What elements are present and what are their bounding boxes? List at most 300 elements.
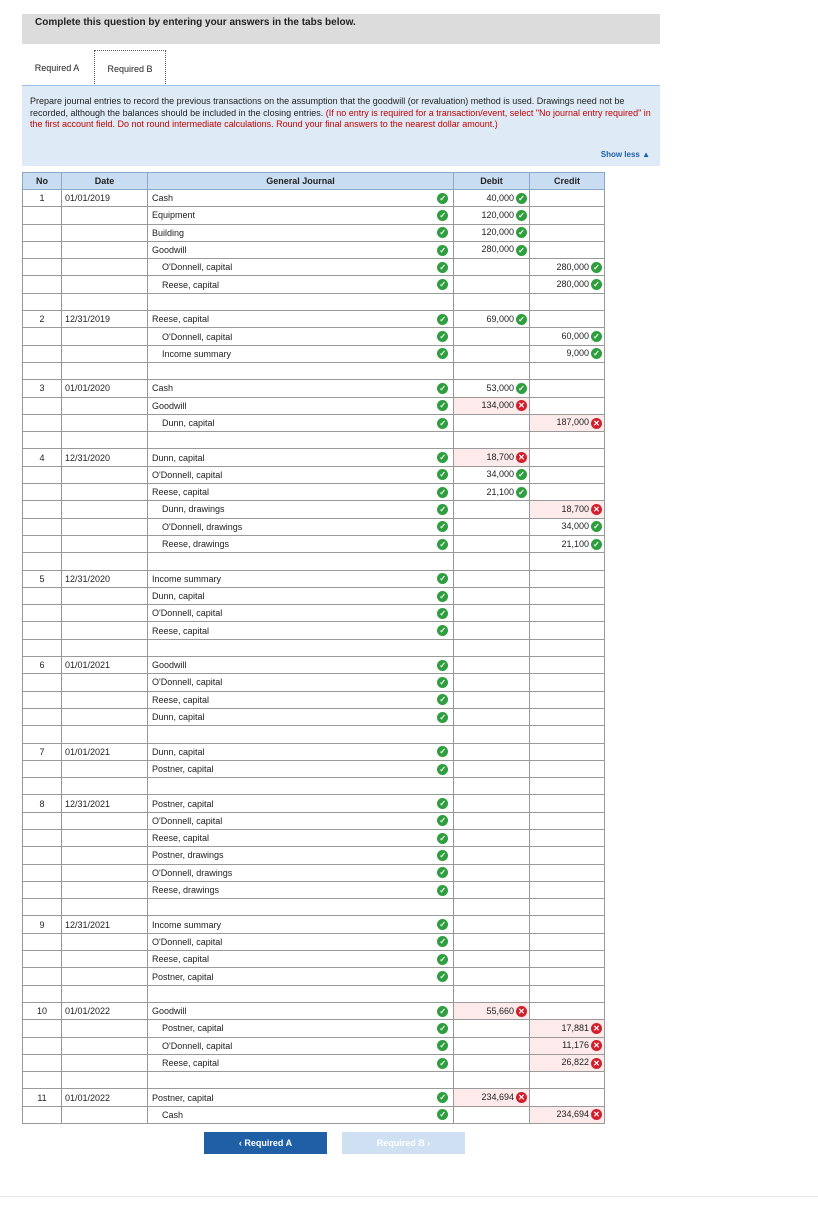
debit-field[interactable] [454, 812, 530, 829]
entry-date: 12/31/2020 [62, 449, 148, 466]
debit-field[interactable] [454, 553, 530, 570]
credit-field[interactable] [530, 362, 605, 379]
entry-number [23, 881, 62, 898]
account-field[interactable] [148, 639, 431, 656]
account-field[interactable]: O'Donnell, capital [148, 328, 431, 345]
entry-date [62, 1106, 148, 1123]
account-field[interactable]: Goodwill [148, 397, 431, 414]
entry-number [23, 708, 62, 725]
entry-number [23, 553, 62, 570]
account-field[interactable] [148, 899, 431, 916]
credit-field[interactable] [530, 605, 605, 622]
debit-field[interactable] [454, 985, 530, 1002]
debit-field[interactable] [454, 708, 530, 725]
entry-number: 2 [23, 311, 62, 328]
check-icon: ✓ [516, 314, 527, 325]
entry-date [62, 933, 148, 950]
account-field[interactable]: Cash [148, 1106, 431, 1123]
account-status [431, 190, 454, 207]
show-less-link[interactable]: Show less ▲ [600, 149, 650, 159]
credit-value: 9,000 [566, 348, 589, 359]
account-field[interactable] [148, 985, 431, 1002]
credit-field[interactable] [530, 553, 605, 570]
credit-field[interactable] [530, 674, 605, 691]
account-field[interactable]: Reese, capital [148, 1054, 431, 1071]
check-icon: ✓ [437, 210, 448, 221]
debit-field[interactable] [454, 328, 530, 345]
account-field[interactable]: O'Donnell, capital [148, 605, 431, 622]
credit-field[interactable] [530, 743, 605, 760]
account-field[interactable]: Reese, capital [148, 276, 431, 293]
credit-value: 26,822 [561, 1057, 589, 1068]
entry-date [62, 432, 148, 449]
account-field[interactable]: Income summary [148, 916, 431, 933]
entry-number [23, 812, 62, 829]
account-field[interactable]: O'Donnell, capital [148, 674, 431, 691]
entry-date [62, 1054, 148, 1071]
account-field[interactable]: Dunn, capital [148, 708, 431, 725]
debit-field[interactable] [454, 518, 530, 535]
account-field[interactable]: Building [148, 224, 431, 241]
entry-date [62, 241, 148, 258]
debit-field[interactable] [454, 743, 530, 760]
debit-field[interactable] [454, 1037, 530, 1054]
account-field[interactable] [148, 553, 431, 570]
debit-field[interactable] [454, 224, 530, 241]
journal-row [23, 362, 605, 379]
credit-field[interactable] [530, 587, 605, 604]
credit-field[interactable] [530, 951, 605, 968]
debit-field[interactable] [454, 657, 530, 674]
check-icon: ✓ [437, 331, 448, 342]
credit-field[interactable] [530, 207, 605, 224]
debit-field[interactable] [454, 587, 530, 604]
tab-required-b[interactable]: Required B [94, 50, 166, 86]
entry-number [23, 345, 62, 362]
account-status [431, 345, 454, 362]
error-icon: ✕ [591, 1040, 602, 1051]
debit-field[interactable] [454, 916, 530, 933]
account-field[interactable]: Reese, capital [148, 484, 431, 501]
entry-date: 01/01/2019 [62, 190, 148, 207]
entry-date [62, 829, 148, 846]
journal-row [23, 968, 605, 985]
credit-field[interactable] [530, 933, 605, 950]
account-field[interactable] [148, 293, 431, 310]
debit-field[interactable] [454, 190, 530, 207]
account-field[interactable]: Reese, capital [148, 951, 431, 968]
debit-field[interactable] [454, 881, 530, 898]
check-icon: ✓ [437, 452, 448, 463]
debit-field[interactable] [454, 622, 530, 639]
credit-field[interactable] [530, 639, 605, 656]
account-field[interactable] [148, 362, 431, 379]
account-field[interactable]: Cash [148, 190, 431, 207]
credit-field[interactable] [530, 622, 605, 639]
check-icon: ✓ [437, 746, 448, 757]
debit-field[interactable] [454, 501, 530, 518]
journal-header-row [23, 173, 605, 190]
check-icon: ✓ [437, 400, 448, 411]
journal-row [23, 985, 605, 1002]
col-header-no: No [23, 173, 62, 190]
account-field[interactable]: O'Donnell, drawings [148, 518, 431, 535]
account-field[interactable]: Reese, capital [148, 829, 431, 846]
debit-field[interactable] [454, 605, 530, 622]
credit-field[interactable] [530, 691, 605, 708]
debit-field[interactable] [454, 259, 530, 276]
credit-field[interactable] [530, 795, 605, 812]
account-field[interactable]: Reese, drawings [148, 535, 431, 552]
debit-field[interactable] [454, 674, 530, 691]
journal-row [23, 345, 605, 362]
account-field[interactable] [148, 1072, 431, 1089]
debit-field[interactable] [454, 570, 530, 587]
debit-field[interactable] [454, 466, 530, 483]
credit-field[interactable] [530, 449, 605, 466]
journal-row [23, 397, 605, 414]
debit-field[interactable] [454, 1106, 530, 1123]
entry-number: 8 [23, 795, 62, 812]
account-field[interactable]: Postner, capital [148, 795, 431, 812]
credit-field[interactable] [530, 311, 605, 328]
credit-field[interactable] [530, 241, 605, 258]
credit-field[interactable] [530, 224, 605, 241]
instructions-text: Prepare journal entries to record the previous transactions on the assumption that the goodwill (or revaluation) method is used. Drawings need not be recorded, although the balances should be included in the closing entries. [30, 96, 625, 118]
credit-field[interactable] [530, 414, 605, 431]
check-icon: ✓ [437, 850, 448, 861]
credit-field[interactable] [530, 535, 605, 552]
debit-field[interactable] [454, 276, 530, 293]
credit-field[interactable] [530, 916, 605, 933]
entry-number [23, 726, 62, 743]
journal-table [22, 172, 605, 1124]
entry-number: 1 [23, 190, 62, 207]
credit-field[interactable] [530, 985, 605, 1002]
credit-field[interactable] [530, 864, 605, 881]
journal-row [23, 778, 605, 795]
credit-field[interactable] [530, 570, 605, 587]
check-icon: ✓ [437, 694, 448, 705]
account-field[interactable]: Dunn, capital [148, 414, 431, 431]
col-header-credit: Credit [530, 173, 605, 190]
debit-field[interactable] [454, 760, 530, 777]
debit-field[interactable] [454, 951, 530, 968]
required-b-nav-button[interactable]: Required B › [342, 1132, 465, 1154]
account-status [431, 622, 454, 639]
journal-row [23, 484, 605, 501]
col-header-debit: Debit [454, 173, 530, 190]
account-field[interactable]: Equipment [148, 207, 431, 224]
account-field[interactable]: Postner, drawings [148, 847, 431, 864]
entry-number: 7 [23, 743, 62, 760]
account-status [431, 1054, 454, 1071]
check-icon: ✓ [437, 936, 448, 947]
credit-field[interactable] [530, 899, 605, 916]
credit-field[interactable] [530, 829, 605, 846]
credit-field[interactable] [530, 812, 605, 829]
entry-number [23, 1072, 62, 1089]
check-icon: ✓ [591, 348, 602, 359]
entry-number: 6 [23, 657, 62, 674]
account-field[interactable]: Cash [148, 380, 431, 397]
debit-field[interactable] [454, 864, 530, 881]
debit-field[interactable] [454, 899, 530, 916]
check-icon: ✓ [437, 521, 448, 532]
journal-row [23, 691, 605, 708]
credit-field[interactable] [530, 380, 605, 397]
debit-value: 280,000 [481, 244, 514, 255]
journal-row [23, 847, 605, 864]
account-field[interactable]: Goodwill [148, 241, 431, 258]
entry-number [23, 587, 62, 604]
debit-field[interactable] [454, 847, 530, 864]
check-icon: ✓ [437, 954, 448, 965]
journal-row [23, 1002, 605, 1019]
entry-date [62, 605, 148, 622]
credit-field[interactable] [530, 1020, 605, 1037]
entry-date: 01/01/2022 [62, 1002, 148, 1019]
question-title: Complete this question by entering your answers in the tabs below. [35, 17, 356, 28]
account-field[interactable]: Postner, capital [148, 968, 431, 985]
credit-field[interactable] [530, 501, 605, 518]
journal-row [23, 916, 605, 933]
debit-field[interactable] [454, 362, 530, 379]
journal-row [23, 743, 605, 760]
error-icon: ✕ [591, 1023, 602, 1034]
account-status [431, 397, 454, 414]
account-field[interactable] [148, 432, 431, 449]
journal-row [23, 657, 605, 674]
journal-row [23, 812, 605, 829]
account-field[interactable]: Dunn, drawings [148, 501, 431, 518]
check-icon: ✓ [437, 314, 448, 325]
entry-date: 01/01/2021 [62, 657, 148, 674]
account-status [431, 1089, 454, 1106]
debit-field[interactable] [454, 726, 530, 743]
debit-field[interactable] [454, 241, 530, 258]
entry-date [62, 639, 148, 656]
credit-field[interactable] [530, 1054, 605, 1071]
debit-value: 234,694 [481, 1092, 514, 1103]
entry-number [23, 1054, 62, 1071]
debit-field[interactable] [454, 207, 530, 224]
credit-field[interactable] [530, 518, 605, 535]
entry-date [62, 1020, 148, 1037]
check-icon: ✓ [437, 469, 448, 480]
check-icon: ✓ [437, 764, 448, 775]
account-field[interactable]: O'Donnell, capital [148, 1037, 431, 1054]
check-icon: ✓ [437, 815, 448, 826]
check-icon: ✓ [437, 712, 448, 723]
journal-row [23, 414, 605, 431]
entry-number [23, 778, 62, 795]
debit-field[interactable] [454, 1054, 530, 1071]
credit-field[interactable] [530, 1089, 605, 1106]
check-icon: ✓ [437, 660, 448, 671]
debit-field[interactable] [454, 1072, 530, 1089]
journal-row [23, 1072, 605, 1089]
check-icon: ✓ [437, 1006, 448, 1017]
credit-field[interactable] [530, 657, 605, 674]
entry-number [23, 518, 62, 535]
account-status [431, 362, 454, 379]
account-field[interactable]: O'Donnell, capital [148, 259, 431, 276]
credit-field[interactable] [530, 1037, 605, 1054]
account-field[interactable]: O'Donnell, capital [148, 812, 431, 829]
debit-field[interactable] [454, 829, 530, 846]
account-status [431, 985, 454, 1002]
credit-field[interactable] [530, 760, 605, 777]
journal-row [23, 1020, 605, 1037]
debit-field[interactable] [454, 345, 530, 362]
credit-field[interactable] [530, 726, 605, 743]
debit-field[interactable] [454, 933, 530, 950]
entry-date [62, 951, 148, 968]
credit-field[interactable] [530, 293, 605, 310]
entry-date [62, 345, 148, 362]
journal-row [23, 674, 605, 691]
debit-field[interactable] [454, 968, 530, 985]
entry-date [62, 968, 148, 985]
account-status [431, 207, 454, 224]
account-field[interactable] [148, 778, 431, 795]
account-field[interactable]: Reese, capital [148, 622, 431, 639]
credit-field[interactable] [530, 190, 605, 207]
account-field[interactable] [148, 726, 431, 743]
account-status [431, 535, 454, 552]
check-icon: ✓ [437, 279, 448, 290]
credit-field[interactable] [530, 432, 605, 449]
credit-field[interactable] [530, 345, 605, 362]
account-status [431, 657, 454, 674]
credit-field[interactable] [530, 397, 605, 414]
debit-field[interactable] [454, 639, 530, 656]
check-icon: ✓ [437, 919, 448, 930]
check-icon: ✓ [516, 245, 527, 256]
account-status [431, 380, 454, 397]
debit-field[interactable] [454, 432, 530, 449]
entry-date [62, 708, 148, 725]
question-header [22, 14, 660, 44]
credit-field[interactable] [530, 484, 605, 501]
entry-number [23, 259, 62, 276]
check-icon: ✓ [437, 1023, 448, 1034]
account-field[interactable]: Reese, capital [148, 691, 431, 708]
credit-field[interactable] [530, 968, 605, 985]
credit-field[interactable] [530, 259, 605, 276]
tab-bar [22, 50, 660, 86]
account-status [431, 553, 454, 570]
credit-field[interactable] [530, 1002, 605, 1019]
account-field[interactable]: Income summary [148, 570, 431, 587]
footer-divider [0, 1196, 818, 1197]
account-field[interactable]: Goodwill [148, 657, 431, 674]
credit-field[interactable] [530, 881, 605, 898]
debit-field[interactable] [454, 1002, 530, 1019]
debit-field[interactable] [454, 397, 530, 414]
credit-field[interactable] [530, 328, 605, 345]
account-field[interactable]: O'Donnell, drawings [148, 864, 431, 881]
credit-field[interactable] [530, 847, 605, 864]
credit-field[interactable] [530, 466, 605, 483]
account-status [431, 570, 454, 587]
check-icon: ✓ [516, 383, 527, 394]
required-a-nav-button[interactable]: ‹ Required A [204, 1132, 327, 1154]
credit-field[interactable] [530, 276, 605, 293]
journal-row [23, 1089, 605, 1106]
debit-field[interactable] [454, 535, 530, 552]
tab-required-a[interactable]: Required A [22, 50, 92, 86]
credit-field[interactable] [530, 1106, 605, 1123]
account-status [431, 726, 454, 743]
credit-field[interactable] [530, 778, 605, 795]
account-status [431, 847, 454, 864]
entry-date [62, 293, 148, 310]
debit-field[interactable] [454, 449, 530, 466]
journal-row [23, 760, 605, 777]
debit-field[interactable] [454, 691, 530, 708]
credit-field[interactable] [530, 708, 605, 725]
account-field[interactable]: Dunn, capital [148, 743, 431, 760]
journal-row [23, 1037, 605, 1054]
account-field[interactable]: O'Donnell, capital [148, 933, 431, 950]
account-field[interactable]: Postner, capital [148, 760, 431, 777]
check-icon: ✓ [591, 539, 602, 550]
entry-number [23, 1106, 62, 1123]
entry-number [23, 397, 62, 414]
account-status [431, 812, 454, 829]
account-field[interactable]: Dunn, capital [148, 587, 431, 604]
entry-number [23, 622, 62, 639]
account-field[interactable]: Income summary [148, 345, 431, 362]
account-field[interactable]: Postner, capital [148, 1020, 431, 1037]
debit-field[interactable] [454, 484, 530, 501]
check-icon: ✓ [437, 625, 448, 636]
account-status [431, 639, 454, 656]
check-icon: ✓ [437, 608, 448, 619]
debit-field[interactable] [454, 1089, 530, 1106]
debit-field[interactable] [454, 1020, 530, 1037]
account-field[interactable]: O'Donnell, capital [148, 466, 431, 483]
credit-field[interactable] [530, 1072, 605, 1089]
account-field[interactable]: Reese, drawings [148, 881, 431, 898]
account-status [431, 449, 454, 466]
debit-field[interactable] [454, 795, 530, 812]
check-icon: ✓ [437, 504, 448, 515]
account-field[interactable]: Dunn, capital [148, 449, 431, 466]
entry-date [62, 726, 148, 743]
check-icon: ✓ [437, 1092, 448, 1103]
debit-field[interactable] [454, 380, 530, 397]
account-status [431, 968, 454, 985]
debit-field[interactable] [454, 778, 530, 795]
account-field[interactable]: Reese, capital [148, 311, 431, 328]
account-status [431, 951, 454, 968]
entry-number: 10 [23, 1002, 62, 1019]
entry-number [23, 207, 62, 224]
account-field[interactable]: Postner, capital [148, 1089, 431, 1106]
debit-field[interactable] [454, 293, 530, 310]
debit-field[interactable] [454, 414, 530, 431]
entry-date [62, 881, 148, 898]
check-icon: ✓ [437, 833, 448, 844]
account-status [431, 829, 454, 846]
account-field[interactable]: Goodwill [148, 1002, 431, 1019]
entry-number [23, 760, 62, 777]
check-icon: ✓ [437, 591, 448, 602]
debit-field[interactable] [454, 311, 530, 328]
